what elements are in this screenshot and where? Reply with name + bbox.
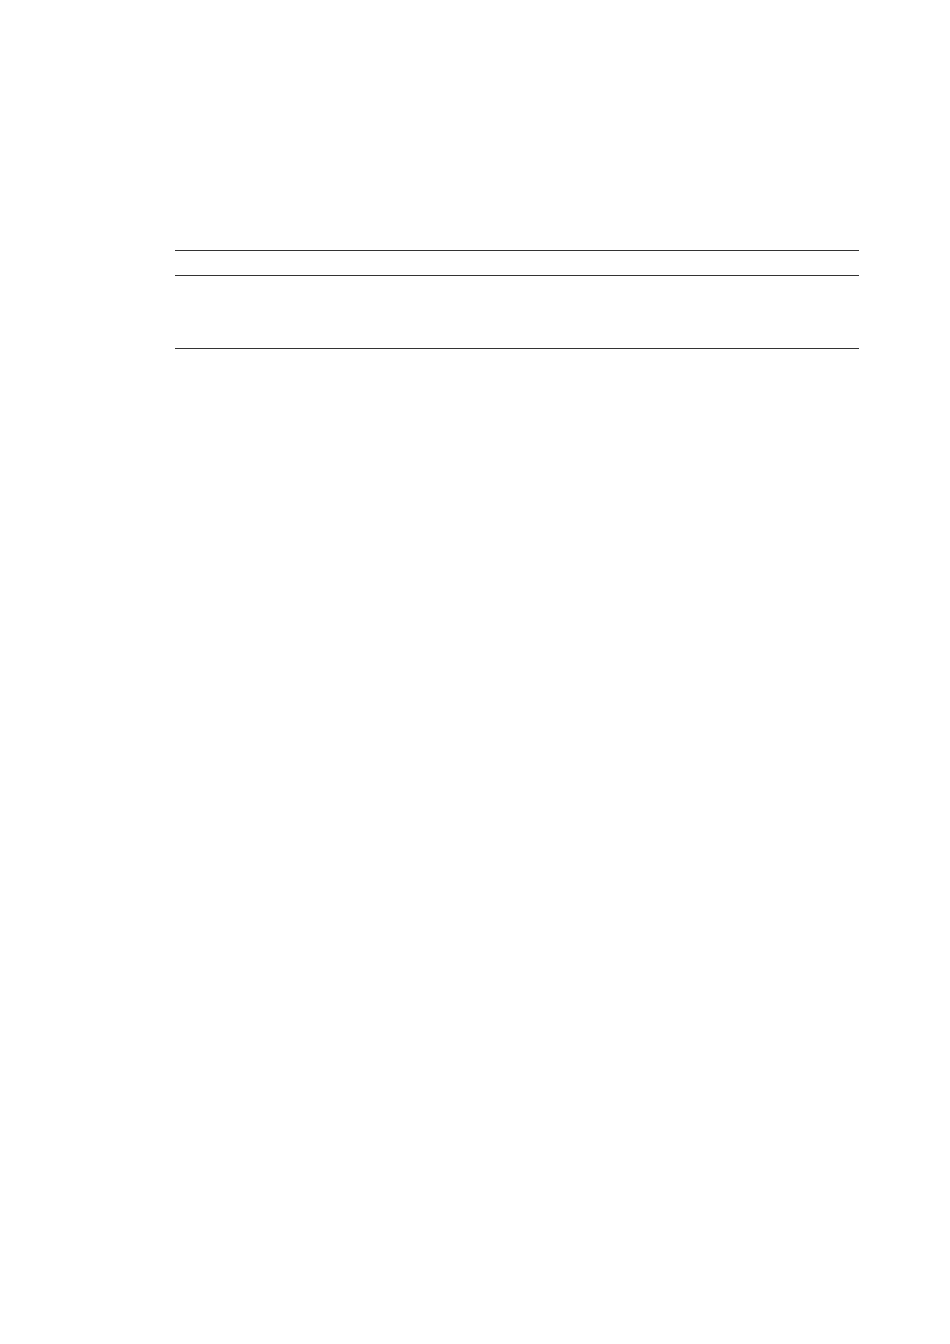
q13-stem [145,174,817,199]
table-row [175,324,859,349]
q12-option-e [145,149,817,174]
essay2-question [145,349,817,374]
table-header-mycoplasma [175,251,725,276]
table-header-l-form [725,251,859,276]
table-cell [725,276,859,301]
essay4-question [145,403,817,428]
q12-stem [145,124,817,149]
table-header-row [175,251,859,276]
section-heading [145,199,817,224]
table-row [175,300,859,324]
table-cell [175,276,725,301]
document-page [145,124,817,428]
essay3-question [145,374,817,399]
table-cell [175,324,725,349]
comparison-table [175,250,859,349]
table-row [175,276,859,301]
table-cell [725,324,859,349]
table-cell [175,300,725,324]
essay1-question [145,224,817,250]
table-cell [725,300,859,324]
